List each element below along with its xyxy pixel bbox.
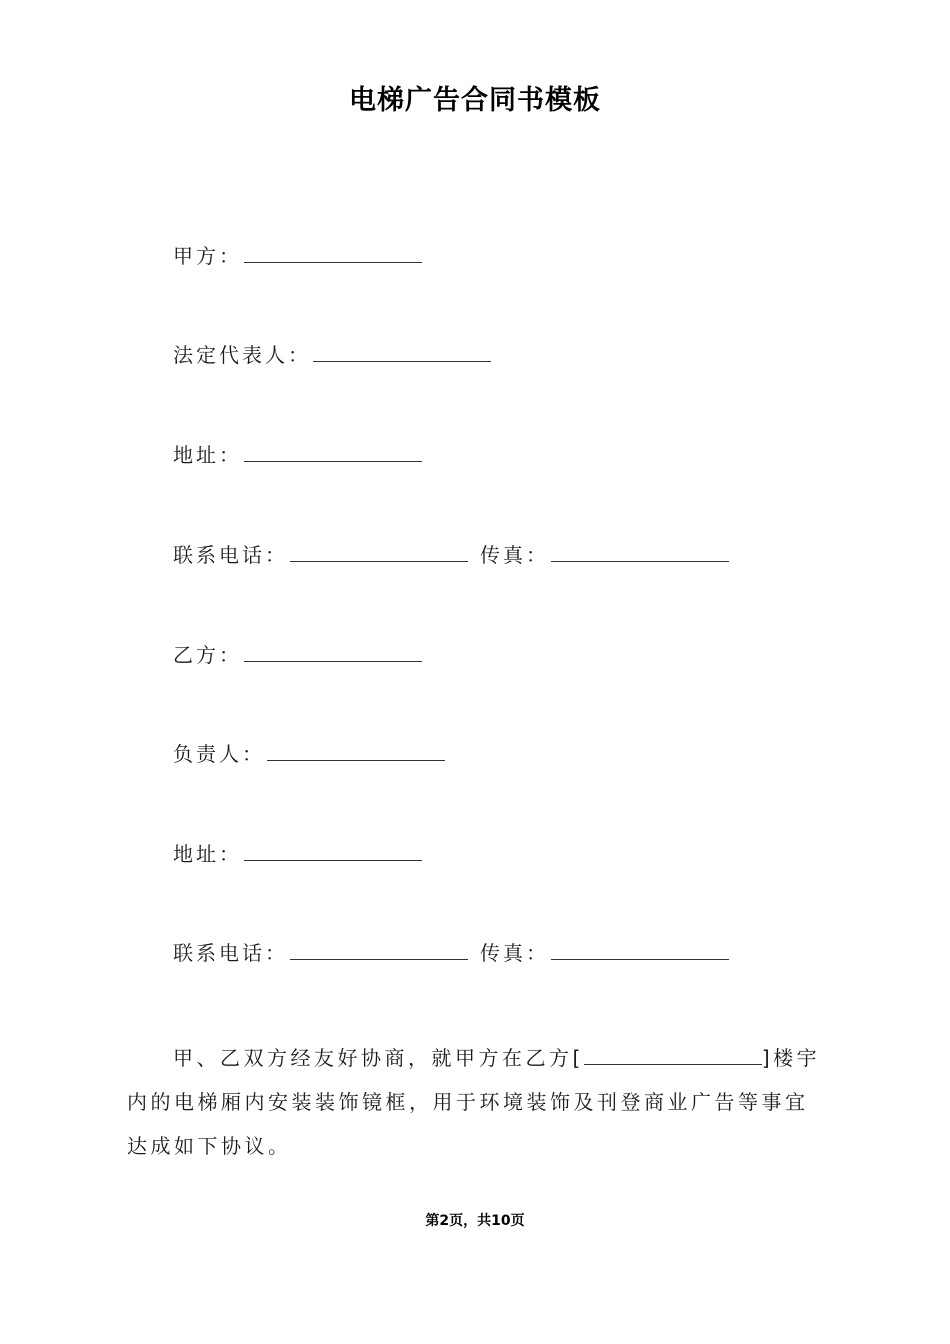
building-name-blank: [584, 1044, 762, 1065]
party-b-address-label: 地址：: [173, 842, 242, 866]
party-a-rep-blank: [313, 341, 491, 362]
party-a-fax-label: 传真：: [480, 543, 549, 567]
agreement-paragraph: [127, 1036, 827, 1168]
party-a-fax-blank: [551, 541, 729, 562]
party-a-field: [173, 241, 434, 271]
party-a-rep-field: [173, 340, 503, 370]
paragraph-text-end: ]楼宇内的电梯厢内安装装饰镜框，用于环境装饰及刊登商业广告等事宜达成如下协议。: [127, 1046, 821, 1158]
party-a-phone-blank: [290, 541, 468, 562]
party-b-rep-label: 负责人：: [173, 742, 265, 766]
party-b-rep-blank: [267, 740, 445, 761]
party-a-phone-label: 联系电话：: [173, 543, 288, 567]
paragraph-text-start: 甲、乙双方经友好协商，就甲方在乙方[: [173, 1046, 584, 1070]
party-b-field: [173, 640, 434, 670]
party-b-phone-label: 联系电话：: [173, 941, 288, 965]
party-a-contact-field: [173, 540, 741, 570]
party-a-label: 甲方：: [173, 244, 242, 268]
party-b-address-field: [173, 839, 434, 869]
party-b-phone-blank: [290, 939, 468, 960]
party-a-address-blank: [244, 441, 422, 462]
document-title: 电梯广告合同书模板: [349, 85, 601, 116]
party-a-address-label: 地址：: [173, 443, 242, 467]
party-b-contact-field: [173, 938, 741, 968]
party-a-address-field: [173, 440, 434, 470]
party-a-rep-label: 法定代表人：: [173, 343, 311, 367]
party-a-blank: [244, 242, 422, 263]
party-b-blank: [244, 641, 422, 662]
party-b-fax-label: 传真：: [480, 941, 549, 965]
party-b-label: 乙方：: [173, 643, 242, 667]
party-b-rep-field: [173, 739, 457, 769]
party-b-address-blank: [244, 840, 422, 861]
party-b-fax-blank: [551, 939, 729, 960]
page-number: 第2页，共10页: [425, 1213, 525, 1229]
